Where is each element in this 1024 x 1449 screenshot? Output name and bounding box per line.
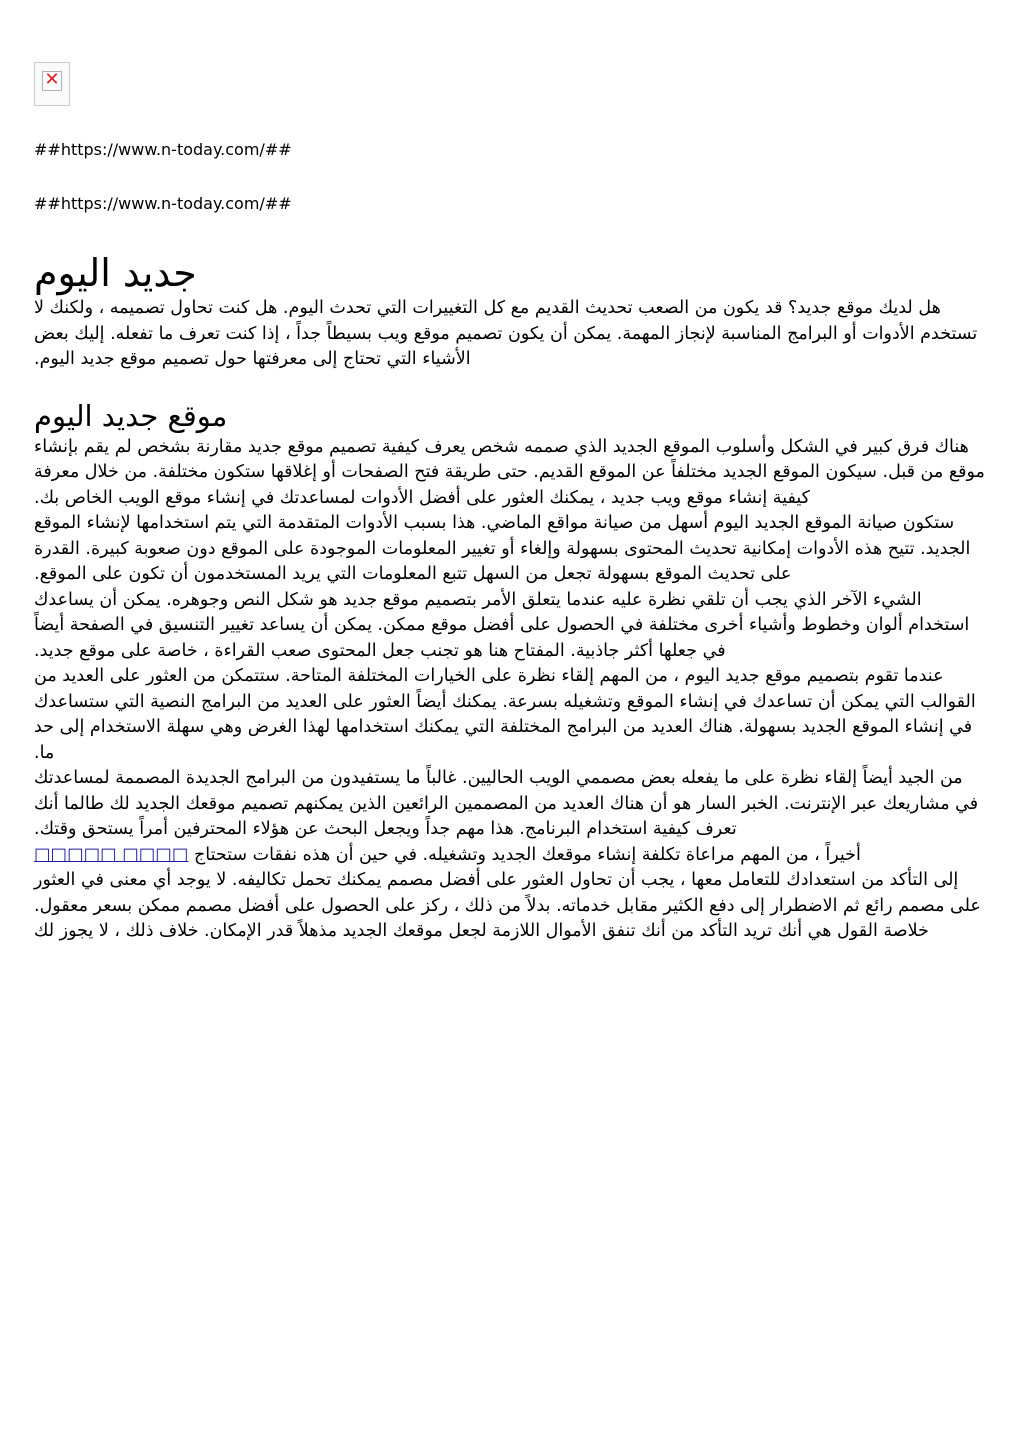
page-title: جديد اليوم xyxy=(34,251,197,295)
url-line-1: ##https://www.n-today.com/## xyxy=(34,140,292,159)
closing-text: أخيراً ، من المهم مراعاة تكلفة إنشاء موقعك الجديد وتشغيله. في حين أن هذه نفقات ستحتاج xyxy=(188,844,861,865)
closing-paragraph xyxy=(34,843,986,869)
red-x-icon: ✕ xyxy=(44,69,60,90)
body-paragraph-1: هناك فرق كبير في الشكل وأسلوب الموقع الجديد الذي صممه شخص يعرف كيفية تصميم موقع جديد مقارنة بشخص لم يقم بإنشاء موقع من قبل. سيكون الموقع الجديد مختلفاً عن الموقع القديم. حتى طريقة فتح الصفحات أو إغلاقها ستكون مختلفة. من خلال معرفة كيفية إنشاء موقع ويب جديد ، يمكنك العثور على أفضل الأدوات لمساعدتك في إنشاء موقع الويب الخاص بك. xyxy=(34,436,985,508)
article-link[interactable]: □□□□ □□□□□ xyxy=(34,844,189,865)
body-paragraph-4: عندما تقوم بتصميم موقع جديد اليوم ، من المهم إلقاء نظرة على الخيارات المختلفة المتاحة. ستتمكن من العثور على العديد من القوالب التي يمكن أن تساعدك في إنشاء الموقع وتشغيله بسرعة. يمكنك أيضاً العثور على العديد من البرامج النصية التي ستساعدك في إنشاء الموقع الجديد بسهولة. هناك العديد من البرامج المختلفة التي يمكنك استخدامها لهذا الغرض وهي سهلة الاستخدام إلى حد ما. xyxy=(34,666,976,763)
body-paragraph-3: الشيء الآخر الذي يجب أن تلقي نظرة عليه عندما يتعلق الأمر بتصميم موقع جديد هو شكل النص وجوهره. يمكن أن يساعدك استخدام ألوان وخطوط وأشياء أخرى مختلفة في الحصول على أفضل موقع ممكن. يمكن أن يساعد تغيير التنسيق في الصفحة أيضاً في جعلها أكثر جاذبية. المفتاح هنا هو تجنب جعل المحتوى صعب القراءة ، خاصة على موقع جديد. xyxy=(34,589,970,661)
url-line-2: ##https://www.n-today.com/## xyxy=(34,194,292,213)
broken-image-frame xyxy=(42,71,62,91)
body-paragraph-5: من الجيد أيضاً إلقاء نظرة على ما يفعله بعض مصممي الويب الحاليين. غالباً ما يستفيدون من البرامج الجديدة المصممة لمساعدتك في مشاريعك عبر الإنترنت. الخبر السار هو أن هناك العديد من المصممين الرائعين الذين يمكنهم تصميم موقعك الجديد لك طالما أنك تعرف كيفية استخدام البرنامج. هذا مهم جداً ويجعل البحث عن هؤلاء المحترفين أمراً يستحق وقتك. xyxy=(34,768,979,839)
final-paragraph: إلى التأكد من استعدادك للتعامل معها ، يجب أن تحاول العثور على أفضل مصمم يمكنك تحمل تكاليفه. لا يوجد أي معنى في العثور على مصمم رائع ثم الاضطرار إلى دفع الكثير مقابل خدماته. بدلاً من ذلك ، ركز على الحصول على أفضل مصمم ممكن بسعر معقول. خلاصة القول هي أنك تريد التأكد من أنك تنفق الأموال اللازمة لجعل موقعك الجديد مذهلاً قدر الإمكان. خلاف ذلك ، لا يجوز لك xyxy=(34,870,981,941)
document-page xyxy=(34,62,986,945)
section-heading: موقع جديد اليوم xyxy=(34,398,228,433)
broken-image-icon xyxy=(34,62,70,106)
intro-paragraph: هل لديك موقع جديد؟ قد يكون من الصعب تحديث القديم مع كل التغييرات التي تحدث اليوم. هل كنت تحاول تصميمه ، ولكنك لا تستخدم الأدوات أو البرامج المناسبة لإنجاز المهمة. يمكن أن يكون تصميم موقع ويب بسيطاً جداً ، إذا كنت تعرف ما تفعله. إليك بعض الأشياء التي تحتاج إلى معرفتها حول تصميم موقع جديد اليوم. xyxy=(34,298,978,369)
body-paragraph-2: ستكون صيانة الموقع الجديد اليوم أسهل من صيانة مواقع الماضي. هذا بسبب الأدوات المتقدمة التي يتم استخدامها لإنشاء الموقع الجديد. تتيح هذه الأدوات إمكانية تحديث المحتوى بسهولة وإلغاء أو تغيير المعلومات الموجودة على الموقع دون صعوبة كبيرة. القدرة على تحديث الموقع بسهولة تجعل من السهل تتبع المعلومات التي يريد المستخدمون أن تكون على الموقع. xyxy=(34,513,971,584)
